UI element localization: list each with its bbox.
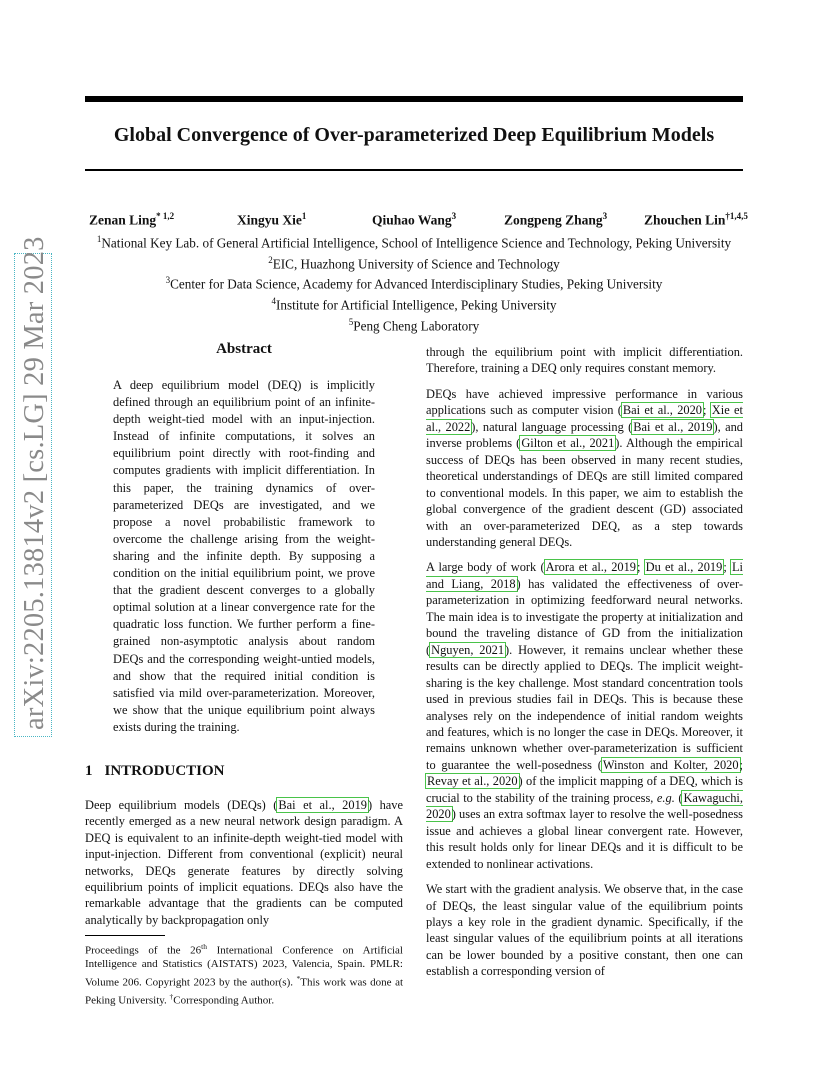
author-sup: 1 xyxy=(301,211,307,221)
text-run: ) of the implicit mapping of a DEQ, which is crucial to the stability of the training process, xyxy=(426,774,743,805)
citation-link[interactable]: Arora et al., 2019 xyxy=(545,560,636,575)
text-run: ; xyxy=(703,403,711,418)
text-run: International Conference on Artificial Intelligence and Statistics (AISTATS) 2023, Valencia, Spain. PMLR: Volume 206. Copyright 2023 by the author(s). xyxy=(85,944,403,989)
citation-link[interactable]: Bai et al., 2019 xyxy=(278,798,367,812)
text-run: ). However, it remains unclear whether these results can be directly applied to DEQs. The implicit weight-sharing is the key challenge. Most standard concentration tools used in previous studies fail in DEQs. This is because these analyses rely on the independence of initial random weights and features, which is no longer the case in DEQs. Moreover, it remains unknown whether over-parameterization is sufficient to guarantee the well-posedness ( xyxy=(426,642,743,772)
text-run-italic: e.g. xyxy=(656,790,675,805)
right-column xyxy=(426,344,743,989)
author xyxy=(89,211,174,229)
author xyxy=(504,211,607,229)
text-run: ; xyxy=(739,757,743,772)
text-run: Proceedings of the 26 xyxy=(85,944,202,957)
author xyxy=(237,211,306,229)
author-name: Zhouchen Lin xyxy=(644,212,726,228)
affiliation xyxy=(85,231,743,252)
author-sup: 3 xyxy=(602,211,608,221)
text-run: DEQs have achieved impressive performance in various applications such as computer vision ( xyxy=(426,386,743,418)
citation-link[interactable]: Nguyen, 2021 xyxy=(431,642,505,657)
author-sup: 3 xyxy=(451,211,457,221)
text-run: ( xyxy=(674,790,683,805)
paragraph xyxy=(426,559,743,872)
affiliation-sup: 3 xyxy=(165,275,171,286)
text-run: ). Although the empirical success of DEQs has been observed in many recent studies, theoretical understandings of DEQs are still limited compared to conventional models. In this paper, we aim to establish the global convergence of the gradient descent (GD) associated with an over-parameterized DEQ, as a step towards understanding general DEQs. xyxy=(426,436,743,549)
section-number: 1 xyxy=(85,763,93,779)
affiliation-sup: 4 xyxy=(271,296,276,307)
citation-link[interactable]: Gilton et al., 2021 xyxy=(521,436,615,451)
text-run: ; xyxy=(723,560,731,575)
intro-body xyxy=(85,797,403,928)
citation-link[interactable]: Bai et al., 2020 xyxy=(622,403,702,418)
affiliations xyxy=(85,231,743,334)
affiliation-sup: 5 xyxy=(348,316,354,327)
paragraph: We start with the gradient analysis. We observe that, in the case of DEQs, the least singular value of the equilibrium points plays a key role in the gradient dynamic. Specifically, if the least singular values of the equilibrium points at all iterations can be lower bounded by a positive constant, then one can establish a corresponding version of xyxy=(426,882,743,979)
title-rule-bottom xyxy=(85,169,743,171)
text-run: ; xyxy=(636,560,645,575)
author xyxy=(644,211,748,229)
author-sup: * 1,2 xyxy=(156,211,175,221)
footnote xyxy=(85,940,403,1009)
section-title: INTRODUCTION xyxy=(104,763,225,779)
citation-link[interactable]: Xie et al., 2022 xyxy=(426,403,743,434)
abstract-heading: Abstract xyxy=(216,341,272,357)
citation-link[interactable]: Winston and Kolter, 2020 xyxy=(602,757,739,772)
text-run: ) have recently emerged as a new neural network design paradigm. A DEQ is equivalent to an infinite-depth weight-tied model with input-injection. Different from conventional (explicit) neural networks, DEQs generate features by directly solving equilibrium points of implicit equations. DEQs also have the remarkable advantage that the gradients can be computed analytically by backpropagation only xyxy=(85,798,403,927)
author-name: Xingyu Xie xyxy=(237,212,302,228)
author-name: Zenan Ling xyxy=(89,212,157,228)
affiliation xyxy=(85,293,743,314)
footnote-rule xyxy=(85,935,165,936)
text-run: ) uses an extra softmax layer to resolve the well-posedness issue and achieves a global linear convergent rate. However, this result holds only for linear DEQs and it is difficult to be extended to nonlinear activations. xyxy=(426,807,743,871)
affiliation-text: Peng Cheng Laboratory xyxy=(353,318,480,334)
citation-link[interactable]: Revay et al., 2020 xyxy=(427,774,518,789)
paper-title: Global Convergence of Over-parameterized Deep Equilibrium Models xyxy=(113,124,715,146)
affiliation-sup: 1 xyxy=(96,234,102,244)
citation-link[interactable]: Li and Liang, 2018 xyxy=(426,560,743,591)
citation-link[interactable]: Bai et al., 2019 xyxy=(633,419,713,434)
author-list xyxy=(85,211,758,231)
author-name: Qiuhao Wang xyxy=(372,212,452,228)
affiliation xyxy=(85,252,743,273)
text-run: This work was done at Peking University. xyxy=(85,976,404,1008)
paragraph: through the equilibrium point with implicit differentiation. Therefore, training a DEQ only requires constant memory. xyxy=(426,345,743,376)
author-name: Zongpeng Zhang xyxy=(504,212,603,228)
abstract-body xyxy=(113,377,375,736)
footnote-mark: * xyxy=(296,974,301,984)
text-run: ) has validated the effectiveness of over-parameterization in optimizing feedforward neural networks. The main idea is to investigate the property at initialization and bound the traveling distance of GD from the initialization ( xyxy=(426,576,743,657)
citation-link[interactable]: Kawaguchi, 2020 xyxy=(426,790,743,822)
affiliation xyxy=(85,272,743,293)
text-run: Deep equilibrium models (DEQs) ( xyxy=(85,798,278,812)
footnote-mark: † xyxy=(169,992,174,1002)
text-run: ), and inverse problems ( xyxy=(426,419,743,451)
arxiv-id: arXiv:2205.13814v2 [cs.LG] 29 Mar 2023 xyxy=(19,236,50,730)
paragraph xyxy=(85,797,403,928)
text-run: A large body of work ( xyxy=(426,560,545,575)
affiliation-text: EIC, Huazhong University of Science and Technology xyxy=(272,256,560,272)
footnote-sup: th xyxy=(201,942,207,951)
title-rule-top xyxy=(85,96,743,102)
affiliation-sup: 2 xyxy=(268,254,273,265)
abstract-paragraph: A deep equilibrium model (DEQ) is implicitly defined through an equilibrium point of an infinite-depth weight-tied model with an input-injection. Instead of infinite computations, it solves an equilibrium point directly with root-finding and computes gradients with implicit differentiation. In this paper, the training dynamics of over-parameterized DEQs are investigated, and we propose a novel probabilistic framework to overcome the challenge arising from the weight-sharing and the infinite depth. By supposing a condition on the initial equilibrium point, we prove that the gradient descent converges to a globally optimal solution at a linear convergence rate for the quadratic loss function. We further perform a fine-grained non-asymptotic analysis about random DEQs and the corresponding weight-untied models, and show that the required initial condition is satisfied via mild over-parameterization. Moreover, we show that the unique equilibrium point always exists during the training. xyxy=(113,378,375,734)
author xyxy=(372,211,456,229)
affiliation xyxy=(85,314,743,335)
affiliation-text: Center for Data Science, Academy for Advanced Interdisciplinary Studies, Peking University xyxy=(170,276,663,292)
paragraph xyxy=(426,386,743,551)
affiliation-text: National Key Lab. of General Artificial Intelligence, School of Intelligence Science and Technology, Peking University xyxy=(101,235,732,251)
text-run: ), natural language processing ( xyxy=(471,419,633,434)
section-heading xyxy=(85,763,415,780)
affiliation-text: Institute for Artificial Intelligence, Peking University xyxy=(275,297,557,313)
citation-link[interactable]: Du et al., 2019 xyxy=(645,560,723,575)
text-run: Corresponding Author. xyxy=(173,995,275,1008)
author-sup: †1,4,5 xyxy=(725,211,748,221)
